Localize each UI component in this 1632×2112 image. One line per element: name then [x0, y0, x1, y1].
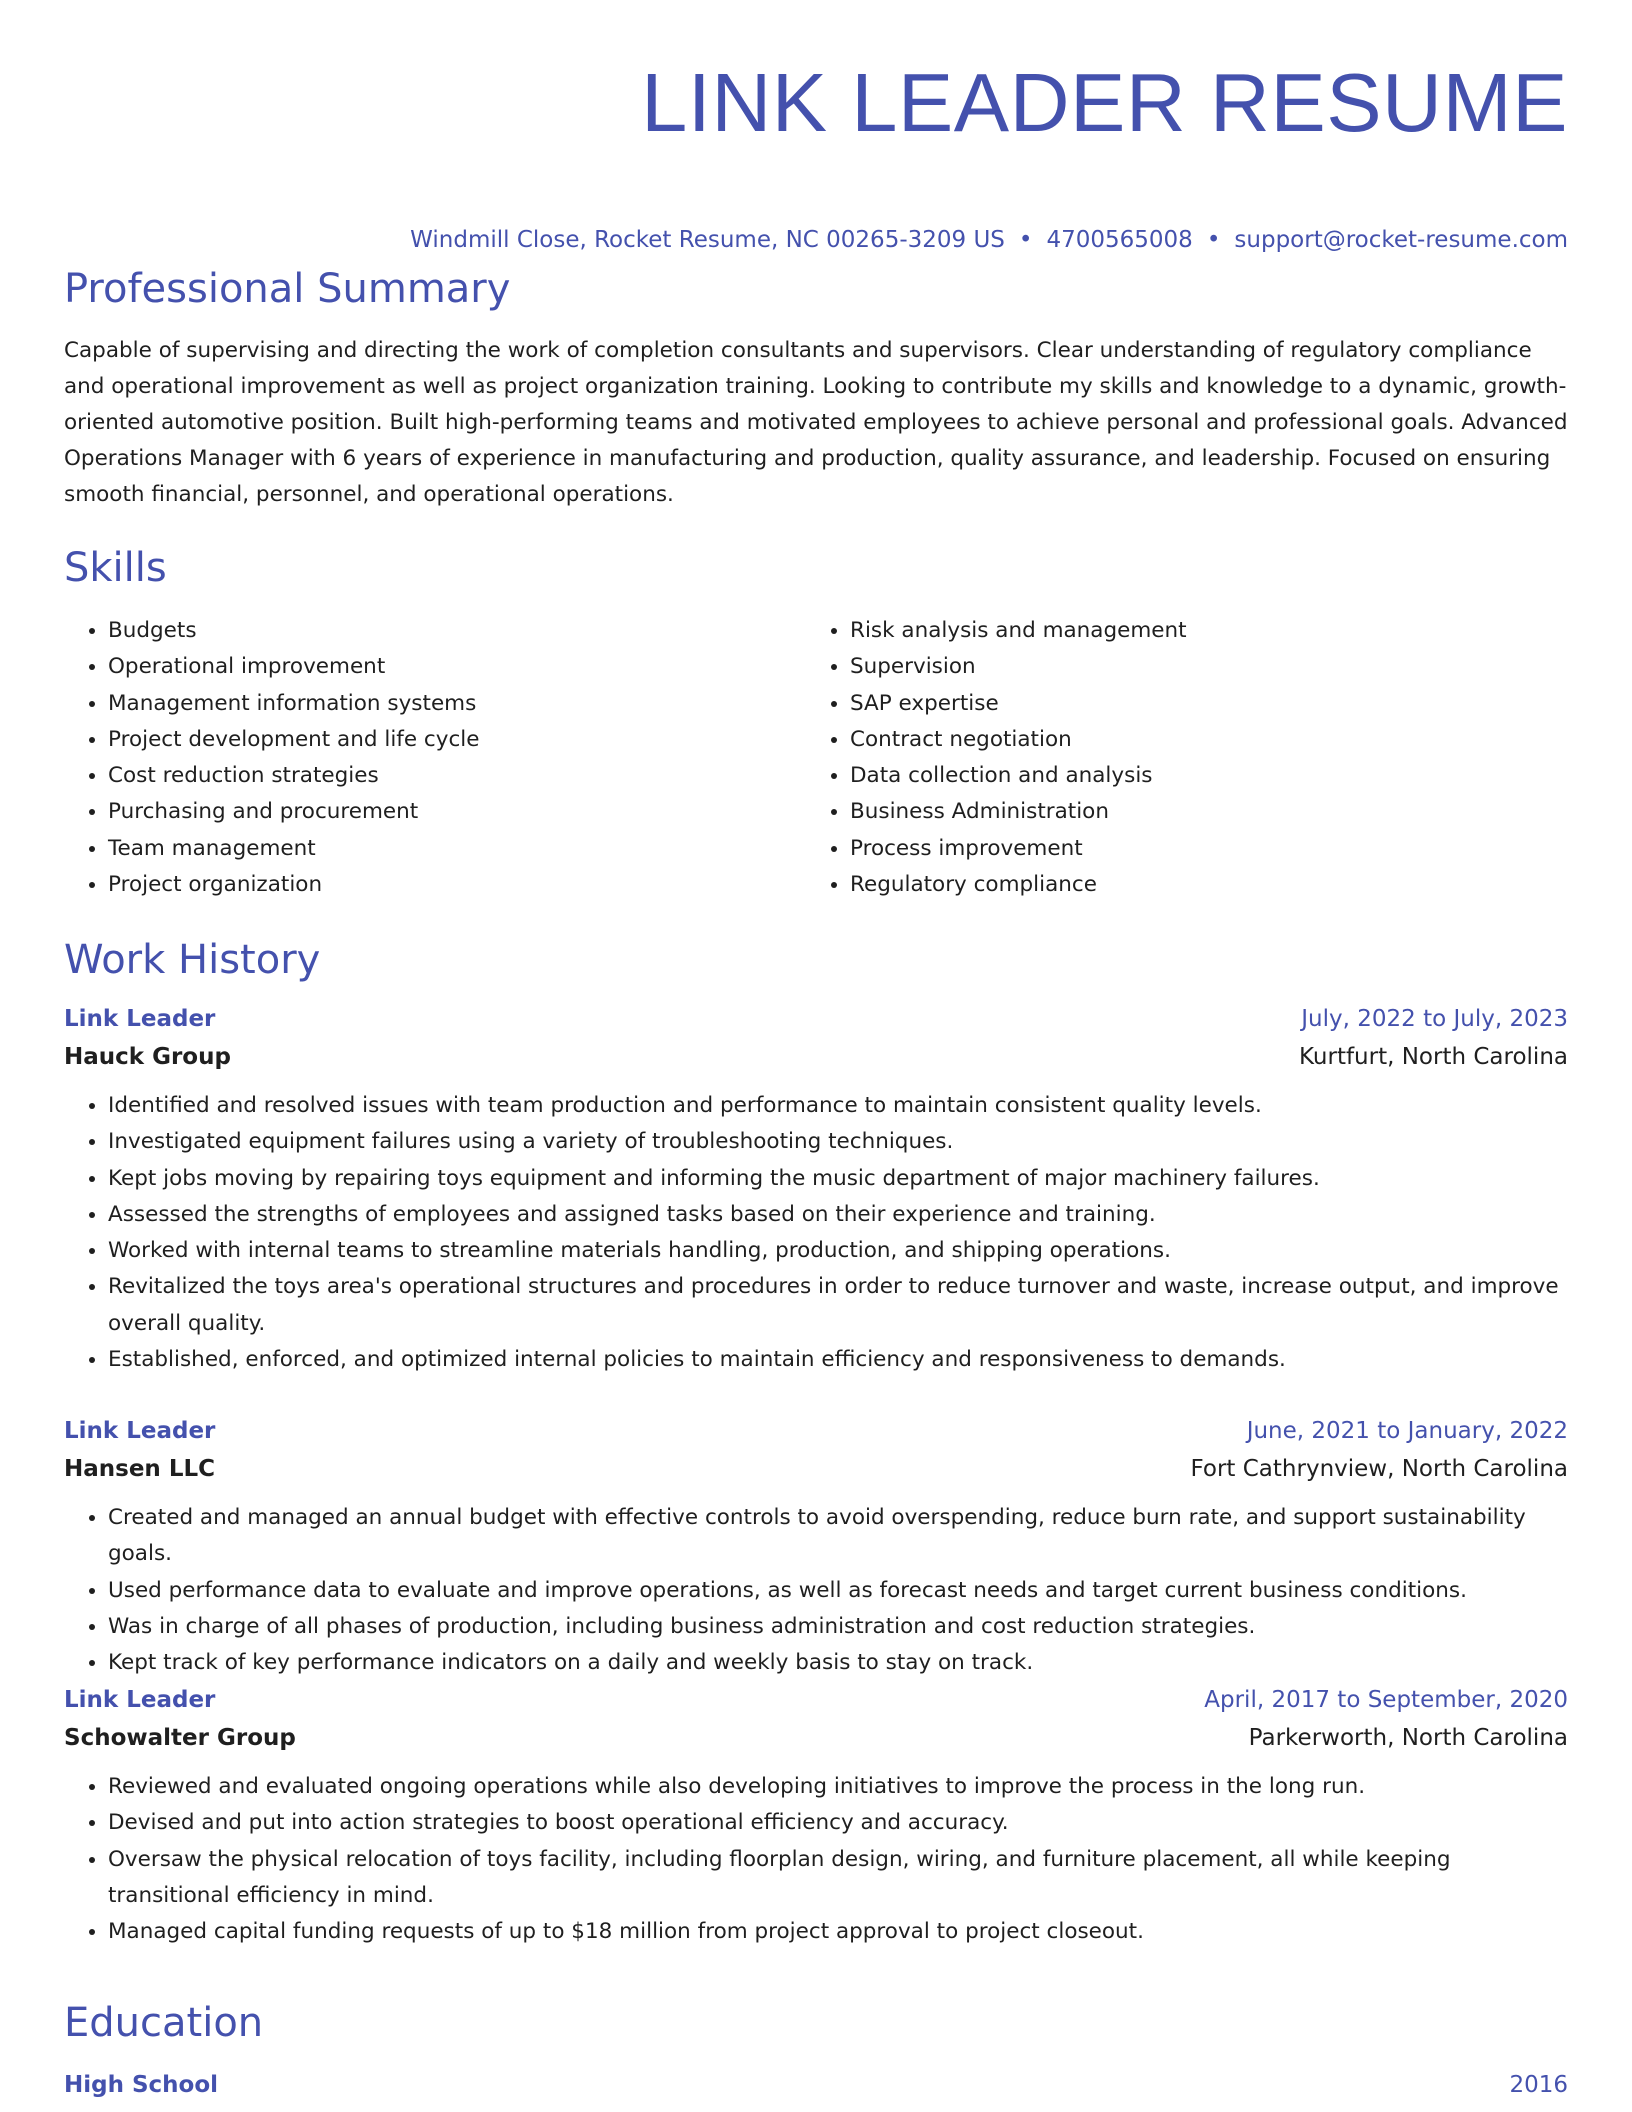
- skill-item: • SAP expertise: [850, 686, 1548, 722]
- job-bullet: • Devised and put into action strategies to boost operational efficiency and accuracy.: [108, 1805, 1568, 1841]
- job-role: Link Leader: [64, 1687, 216, 1713]
- job-bullet: • Investigated equipment failures using a variety of troubleshooting techniques.: [108, 1124, 1568, 1160]
- skills-heading: Skills: [64, 545, 167, 591]
- job-entry: [64, 1681, 1568, 1950]
- job-bullet: • Kept track of key performance indicators on a daily and weekly basis to stay on track.: [108, 1645, 1568, 1681]
- job-bullet: • Established, enforced, and optimized internal policies to maintain efficiency and responsiveness to demands.: [108, 1342, 1568, 1378]
- job-bullet: • Managed capital funding requests of up to $18 million from project approval to project closeout.: [108, 1914, 1568, 1950]
- job-bullet: • Identified and resolved issues with team production and performance to maintain consistent quality levels.: [108, 1088, 1568, 1124]
- job-dates: July, 2022 to July, 2023: [1301, 1006, 1568, 1032]
- contact-line: [64, 225, 1568, 255]
- skills-list: [64, 613, 1568, 903]
- skill-item: • Risk analysis and management: [850, 613, 1548, 649]
- address: Windmill Close, Rocket Resume, NC 00265-3209 US: [410, 227, 1005, 253]
- education-entry: [64, 2066, 1568, 2104]
- job-location: Kurtfurt, North Carolina: [1298, 1044, 1568, 1070]
- resume-title: LINK LEADER RESUME: [641, 56, 1568, 149]
- job-subheader: [64, 1038, 1568, 1076]
- job-company: Schowalter Group: [64, 1725, 296, 1751]
- skill-item: • Project organization: [108, 867, 806, 903]
- education-heading: Education: [64, 2000, 264, 2046]
- job-company: Hauck Group: [64, 1044, 231, 1070]
- work-history-heading: Work History: [64, 937, 321, 983]
- separator: •: [1206, 227, 1221, 253]
- skill-item: • Contract negotiation: [850, 722, 1548, 758]
- job-location: Fort Cathrynview, North Carolina: [1190, 1456, 1568, 1482]
- education-degree: High School: [64, 2072, 219, 2098]
- job-dates: April, 2017 to September, 2020: [1204, 1687, 1568, 1713]
- job-bullet: • Worked with internal teams to streamline materials handling, production, and shipping operations.: [108, 1233, 1568, 1269]
- skill-item: • Business Administration: [850, 794, 1548, 830]
- job-dates: June, 2021 to January, 2022: [1246, 1418, 1568, 1444]
- summary-text: Capable of supervising and directing the work of completion consultants and supervisors. Clear understanding of regulatory compliance and operational improvement as well as project organization training. Looking to contribute my skills and knowledge to a dynamic, growth-oriented automotive position. Built high-performing teams and motivated employees to achieve personal and professional goals. Advanced Operations Manager with 6 years of experience in manufacturing and production, quality assurance, and leadership. Focused on ensuring smooth financial, personnel, and operational operations.: [64, 338, 1568, 507]
- job-header: [64, 1000, 1568, 1038]
- job-bullet: • Reviewed and evaluated ongoing operations while also developing initiatives to improve the process in the long run.: [108, 1769, 1568, 1805]
- job-subheader: [64, 1450, 1568, 1488]
- skill-item: • Process improvement: [850, 831, 1548, 867]
- job-bullet: • Used performance data to evaluate and improve operations, as well as forecast needs and target current business conditions.: [108, 1573, 1568, 1609]
- job-bullet: • Oversaw the physical relocation of toys facility, including floorplan design, wiring, and furniture placement, all while keeping transitional efficiency in mind.: [108, 1842, 1568, 1915]
- job-entry: [64, 1412, 1568, 1681]
- job-entry: [64, 1000, 1568, 1378]
- summary-heading: Professional Summary: [64, 266, 511, 312]
- skill-item: • Team management: [108, 831, 806, 867]
- separator: •: [1018, 227, 1033, 253]
- skill-item: • Data collection and analysis: [850, 758, 1548, 794]
- skill-item: • Purchasing and procurement: [108, 794, 806, 830]
- skills-column-left: [64, 613, 806, 903]
- job-bullet: • Was in charge of all phases of production, including business administration and cost reduction strategies.: [108, 1609, 1568, 1645]
- job-role: Link Leader: [64, 1418, 216, 1444]
- skill-item: • Supervision: [850, 649, 1548, 685]
- job-bullets: [64, 1769, 1568, 1950]
- job-bullet: • Revitalized the toys area's operational structures and procedures in order to reduce turnover and waste, increase output, and improve overall quality.: [108, 1269, 1568, 1342]
- job-bullet: • Created and managed an annual budget with effective controls to avoid overspending, reduce burn rate, and support sustainability goals.: [108, 1500, 1568, 1573]
- skill-item: • Regulatory compliance: [850, 867, 1548, 903]
- job-company: Hansen LLC: [64, 1456, 216, 1482]
- education-year: 2016: [1509, 2072, 1568, 2098]
- job-bullets: [64, 1088, 1568, 1378]
- skill-item: • Management information systems: [108, 686, 806, 722]
- job-bullets: [64, 1500, 1568, 1681]
- job-subheader: [64, 1719, 1568, 1757]
- skill-item: • Operational improvement: [108, 649, 806, 685]
- skill-item: • Budgets: [108, 613, 806, 649]
- job-bullet: • Assessed the strengths of employees and assigned tasks based on their experience and training.: [108, 1197, 1568, 1233]
- job-header: [64, 1412, 1568, 1450]
- skills-column-right: [806, 613, 1548, 903]
- email-link[interactable]: support@rocket-resume.com: [1234, 227, 1568, 253]
- skill-item: • Cost reduction strategies: [108, 758, 806, 794]
- skill-item: • Project development and life cycle: [108, 722, 806, 758]
- job-role: Link Leader: [64, 1006, 216, 1032]
- phone: 4700565008: [1046, 227, 1193, 253]
- job-bullet: • Kept jobs moving by repairing toys equipment and informing the music department of major machinery failures.: [108, 1161, 1568, 1197]
- job-header: [64, 1681, 1568, 1719]
- job-location: Parkerworth, North Carolina: [1248, 1725, 1568, 1751]
